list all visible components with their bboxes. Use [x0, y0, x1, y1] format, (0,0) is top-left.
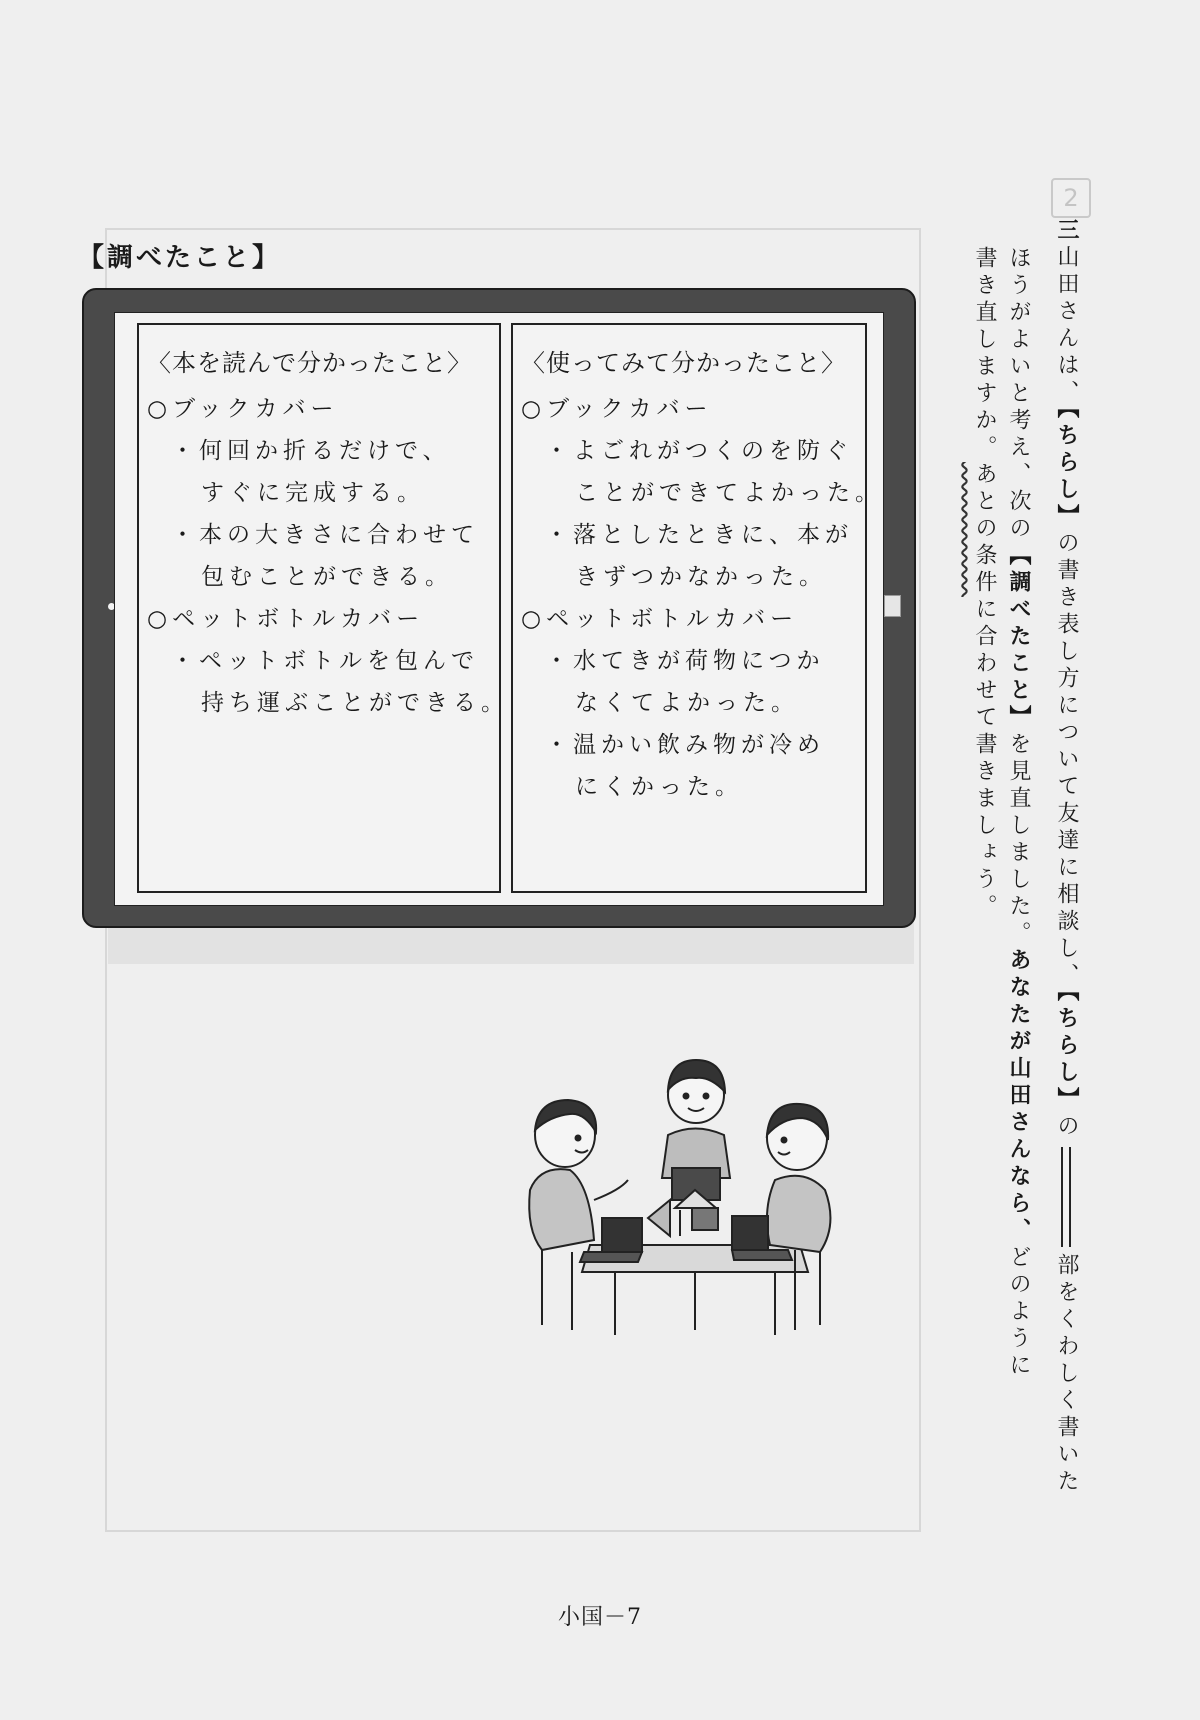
usage-findings-panel [511, 323, 883, 893]
question-text: 書き直しますか。 [972, 246, 997, 462]
list-item: ○ペットボトルカバー [147, 606, 425, 632]
flyer-reference: 【ちらし】 [1054, 990, 1079, 1114]
research-reference: 【調べたこと】 [1006, 543, 1031, 732]
question-text: の [1054, 1114, 1079, 1141]
book-findings-panel [137, 323, 509, 893]
question-text: の書き表し方について友達に相談し、 [1054, 531, 1079, 990]
question-text: を見直しました。 [1006, 732, 1031, 948]
panel-title: 〈使ってみて分かったこと〉 [521, 349, 846, 377]
list-item: 包むことができる。 [201, 564, 453, 590]
question-text: 部をくわしく書いた [1054, 1253, 1079, 1496]
question-text: 山田さんは、 [1054, 245, 1079, 407]
list-item: ・ペットボトルを包んで [171, 648, 479, 674]
question-marker: 三 [1054, 218, 1079, 245]
question-text: ほうがよいと考え、次の [1006, 246, 1031, 543]
list-item: ・温かい飲み物が冷め [545, 732, 825, 758]
section-heading: 【調べたこと】 [78, 243, 282, 273]
list-item: ・よごれがつくのを防ぐ [545, 438, 853, 464]
list-item: きずつかなかった。 [575, 564, 827, 590]
list-item: ・落としたときに、本が [545, 522, 853, 548]
list-item: にくかった。 [575, 774, 743, 800]
double-line-mark [1061, 1147, 1071, 1247]
list-item: ・何回か折るだけで、 [171, 438, 451, 464]
conditions-underlined: あとの条件 [972, 462, 997, 597]
list-item: すぐに完成する。 [201, 480, 425, 506]
list-item: ・本の大きさに合わせて [171, 522, 479, 548]
list-item: 持ち運ぶことができる。 [201, 690, 509, 716]
tablet-home-button-icon [884, 595, 901, 617]
list-item: ・水てきが荷物につか [545, 648, 825, 674]
page-number: 小国－7 [558, 1605, 642, 1630]
list-item: ○ペットボトルカバー [521, 606, 799, 632]
list-item: ことができてよかった。 [575, 480, 883, 506]
panel-title: 〈本を読んで分かったこと〉 [147, 349, 472, 377]
question-text: に合わせて書きましょう。 [972, 597, 997, 921]
flyer-reference: 【ちらし】 [1054, 407, 1079, 531]
list-item: ○ブックカバー [147, 396, 339, 422]
tablet-screen [114, 312, 884, 906]
list-item: ○ブックカバー [521, 396, 713, 422]
question-column-3 [973, 246, 995, 921]
question-column-1 [1055, 218, 1077, 1496]
question-column-2 [1007, 246, 1029, 1380]
list-item: なくてよかった。 [575, 690, 799, 716]
question-number-badge: 2 [1051, 178, 1091, 218]
tablet-device [82, 288, 916, 928]
question-emphasis: あなたが山田さんなら、 [1006, 948, 1031, 1245]
children-with-laptops-illustration [520, 1040, 850, 1340]
question-text: どのように [1006, 1245, 1031, 1380]
